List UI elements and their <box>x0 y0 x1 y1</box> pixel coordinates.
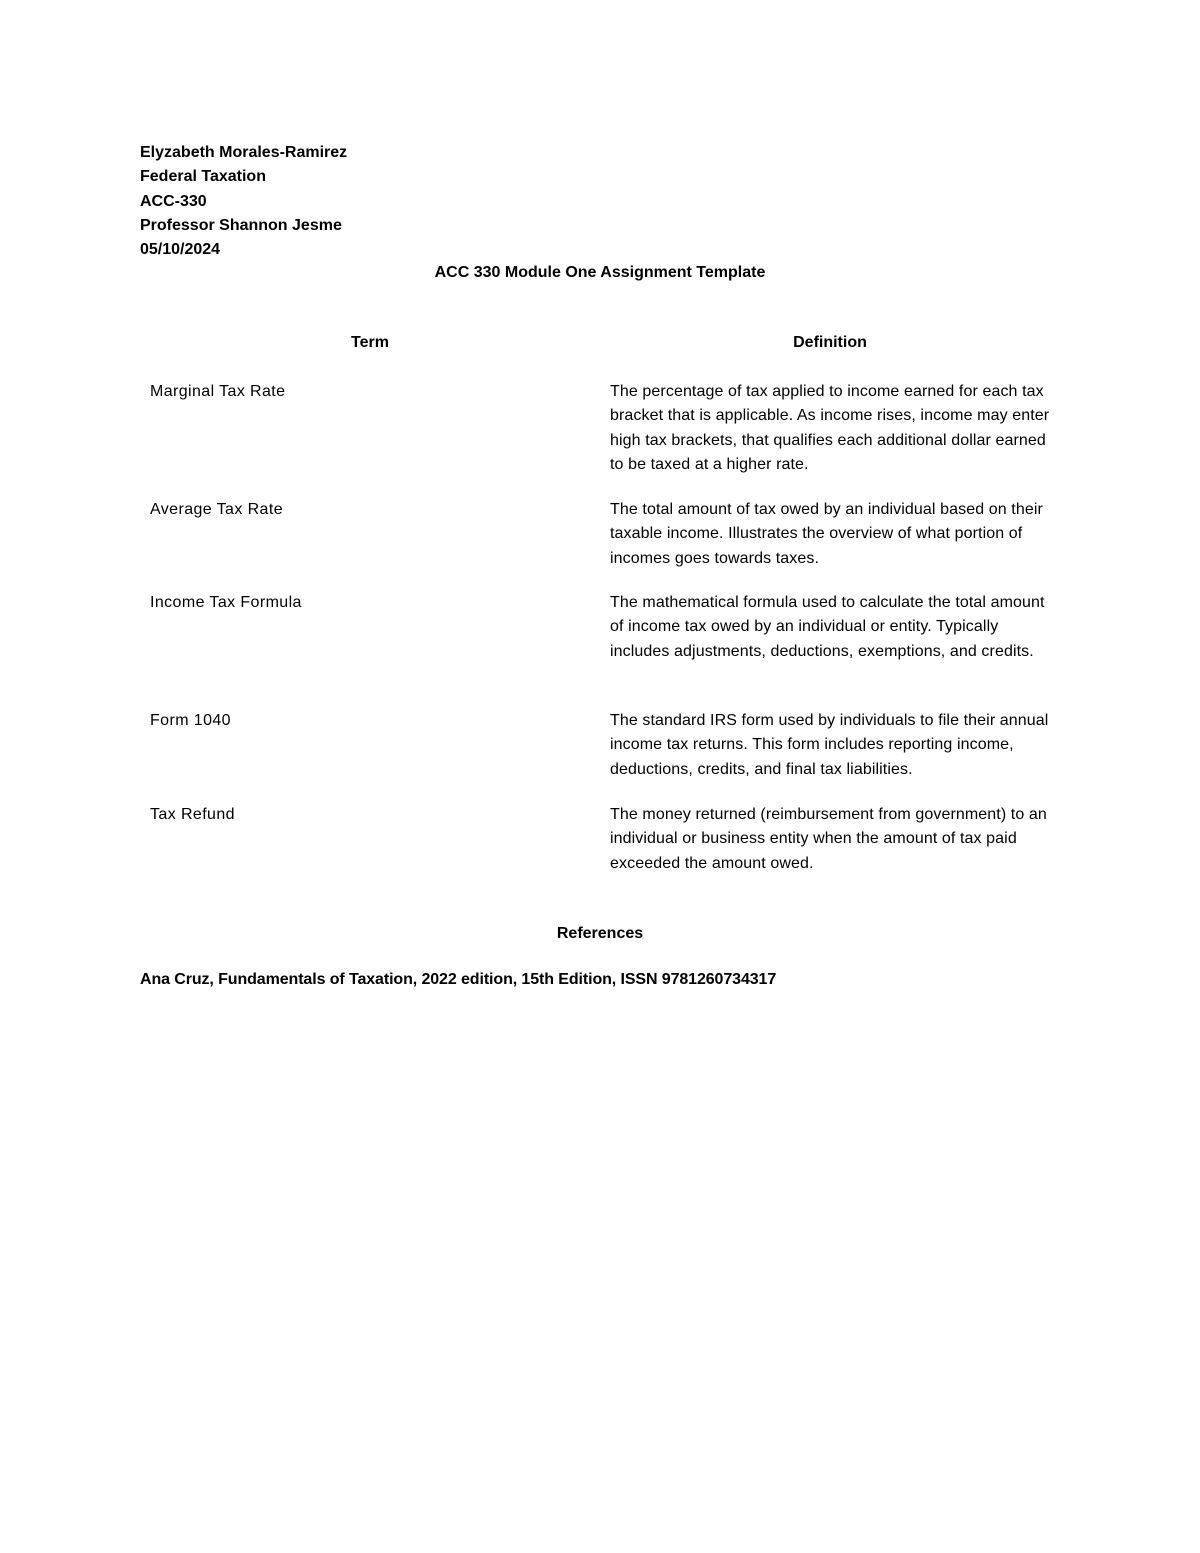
column-header-definition: Definition <box>793 334 867 351</box>
term-cell: Average Tax Rate <box>150 501 284 518</box>
header-block <box>140 141 740 262</box>
author-name: Elyzabeth Morales-Ramirez <box>140 144 348 161</box>
definition-cell: The money returned (reimbursement from government) to an individual or business entity when the amount of tax paid exceeded the amount owed. <box>610 806 1047 872</box>
references-heading: References <box>556 925 644 942</box>
document-title: ACC 330 Module One Assignment Template <box>434 264 766 281</box>
definition-cell: The standard IRS form used by individuals to file their annual income tax returns. This form includes reporting income, deductions, credits, and final tax liabilities. <box>610 712 1049 778</box>
definition-cell: The total amount of tax owed by an individual based on their taxable income. Illustrates the overview of what portion of incomes goes towards taxes. <box>610 501 1043 567</box>
course-code: ACC-330 <box>140 192 207 210</box>
term-cell: Marginal Tax Rate <box>150 383 286 400</box>
column-header-term: Term <box>351 334 389 351</box>
term-cell: Income Tax Formula <box>150 594 302 611</box>
term-cell: Tax Refund <box>150 806 235 823</box>
course-name: Federal Taxation <box>140 168 266 186</box>
definition-cell: The mathematical formula used to calculate the total amount of income tax owed by an individual or entity. Typically includes adjustments, deductions, exemptions, and credits. <box>610 594 1045 660</box>
term-cell: Form 1040 <box>150 712 231 729</box>
professor-name: Professor Shannon Jesme <box>140 216 342 234</box>
reference-entry: Ana Cruz, Fundamentals of Taxation, 2022 edition, 15th Edition, ISSN 9781260734317 <box>140 971 777 988</box>
submission-date: 05/10/2024 <box>140 241 221 259</box>
definition-cell: The percentage of tax applied to income earned for each tax bracket that is applicable. As income rises, income may enter high tax brackets, that qualifies each additional dollar earned to be taxed at a higher rate. <box>610 383 1050 473</box>
